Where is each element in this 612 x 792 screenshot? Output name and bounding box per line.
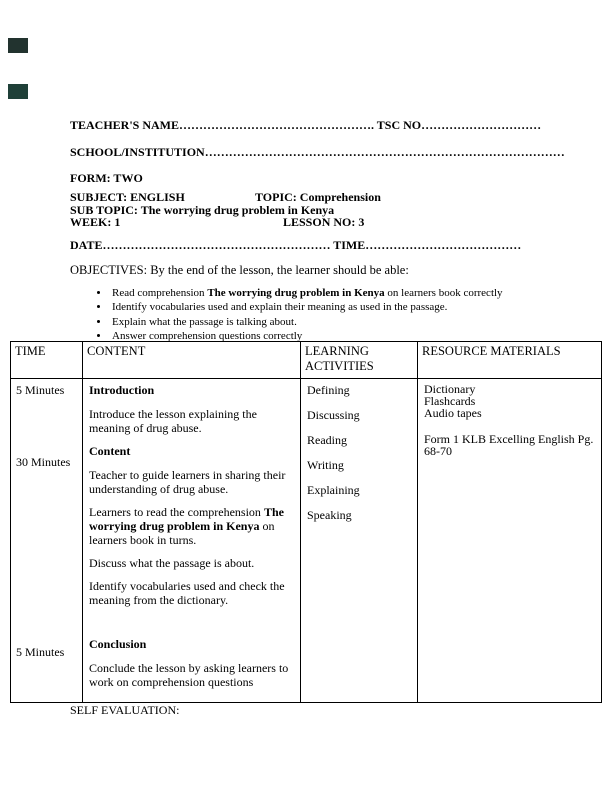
objective-item [110,286,546,301]
date-time-line: DATE………………………………………………… TIME………………………………… [70,237,522,252]
topic-label: TOPIC: Comprehension [255,190,381,204]
content-heading: Content [89,444,131,458]
resource-item: Flashcards [424,394,476,408]
self-evaluation-label: SELF EVALUATION: [70,703,180,717]
lesson-no-label: LESSON NO: 3 [283,215,365,229]
teacher-name-line: TEACHER'S NAME…………………………………………. TSC NO………………………… [70,118,542,132]
decorative-mark-icon [8,84,28,99]
content-paragraph: Identify vocabularies used and check the meaning from the dictionary. [89,579,285,607]
time-value: 30 Minutes [16,455,71,469]
objectives-intro: OBJECTIVES: By the end of the lesson, the learner should be able: [70,262,409,277]
activity-item: Explaining [307,483,360,497]
week-lesson-row [70,216,546,229]
header-content: CONTENT [83,342,301,379]
content-paragraph: Discuss what the passage is about. [89,556,255,570]
content-intro-heading: Introduction [89,383,155,397]
time-value: 5 Minutes [16,383,65,397]
activity-item: Speaking [307,508,352,522]
content-cell [83,379,301,703]
table-header-row [11,342,602,379]
content-paragraph: Introduce the lesson explaining the meaning of drug abuse. [89,407,257,435]
objective-item: • Explain what the passage is talking about. [110,315,546,330]
objective-text-bold: The worrying drug problem in Kenya [207,286,385,299]
decorative-mark-icon [8,38,28,53]
subject-label: SUBJECT: ENGLISH [70,190,185,204]
header-resource-materials: RESOURCE MATERIALS [418,342,602,379]
objective-item: • Identify vocabularies used and explain their meaning as used in the passage. [110,300,546,315]
activity-item: Reading [307,433,347,447]
activity-item: Defining [307,383,350,397]
lesson-plan-header [70,118,565,344]
resource-item: Audio tapes [424,406,482,420]
table-body-row [11,379,602,703]
form-line: FORM: TWO [70,171,143,185]
time-cell [11,379,83,703]
learning-activities-cell [301,379,418,703]
objective-item: • Answer comprehension questions correctly [110,329,546,344]
school-institution-line: SCHOOL/INSTITUTION……………………………………………………………………………… [70,145,565,159]
objective-text: Read comprehension [112,286,208,299]
lesson-plan-table [10,341,602,703]
subtopic-line: SUB TOPIC: The worrying drug problem in Kenya [70,202,335,217]
content-paragraph: Teacher to guide learners in sharing their understanding of drug abuse. [89,468,286,496]
content-text: Learners to read the comprehension [89,505,264,519]
week-label: WEEK: 1 [70,215,121,229]
resource-item: Dictionary [424,382,476,396]
time-value: 5 Minutes [16,645,65,659]
resource-book-reference: Form 1 KLB Excelling English Pg. 68-70 [424,432,594,458]
activity-item: Discussing [307,408,360,422]
objectives-list [70,286,546,344]
content-paragraph [89,505,294,547]
objective-text: on learners book correctly [384,286,503,299]
content-text-bold: The worrying drug problem in Kenya [89,505,284,533]
subject-topic-row [70,191,546,204]
header-time: TIME [11,342,83,379]
resource-materials-cell [418,379,602,703]
activity-item: Writing [307,458,344,472]
content-text: on learners book in turns. [89,519,275,547]
content-paragraph: Conclude the lesson by asking learners to work on comprehension questions [89,661,289,689]
header-learning-activities: LEARNING ACTIVITIES [301,342,418,379]
content-conclusion-heading: Conclusion [89,637,147,651]
